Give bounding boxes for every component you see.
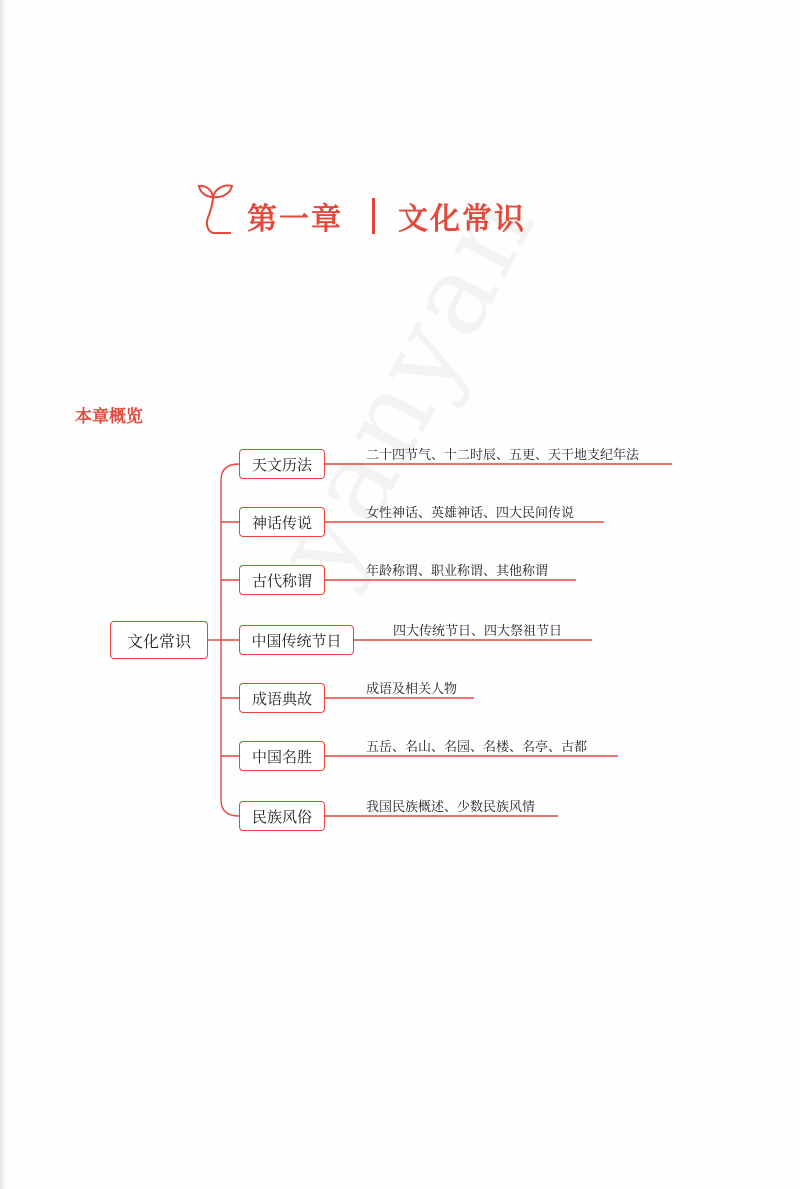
branch-detail-ethnic-customs: 我国民族概述、少数民族风情 (366, 800, 536, 815)
section-label: 本章概览 (75, 407, 143, 427)
branch-detail-traditional-festivals: 四大传统节日、四大祭祖节日 (393, 624, 563, 639)
branch-detail-idioms-allusions: 成语及相关人物 (366, 682, 458, 697)
mindmap-root: 文化常识 (110, 621, 208, 659)
chapter-number: 第一章 (247, 202, 343, 237)
branch-node-traditional-festivals: 中国传统节日 (239, 625, 354, 655)
branch-node-idioms-allusions: 成语典故 (239, 683, 325, 713)
branch-node-astronomy-calendar: 天文历法 (239, 449, 325, 479)
branch-node-ancient-titles: 古代称谓 (239, 565, 325, 595)
branch-detail-famous-sites: 五岳、名山、名园、名楼、名亭、古都 (366, 740, 588, 755)
branch-detail-ancient-titles: 年龄称谓、职业称谓、其他称谓 (366, 564, 549, 579)
branch-detail-astronomy-calendar: 二十四节气、十二时辰、五更、天干地支纪年法 (366, 448, 640, 463)
branch-node-ethnic-customs: 民族风俗 (239, 801, 325, 831)
branch-detail-myths-legends: 女性神话、英雄神话、四大民间传说 (366, 506, 575, 521)
chapter-title: 文化常识 (398, 202, 526, 237)
branch-node-famous-sites: 中国名胜 (239, 741, 325, 771)
branch-node-myths-legends: 神话传说 (239, 507, 325, 537)
